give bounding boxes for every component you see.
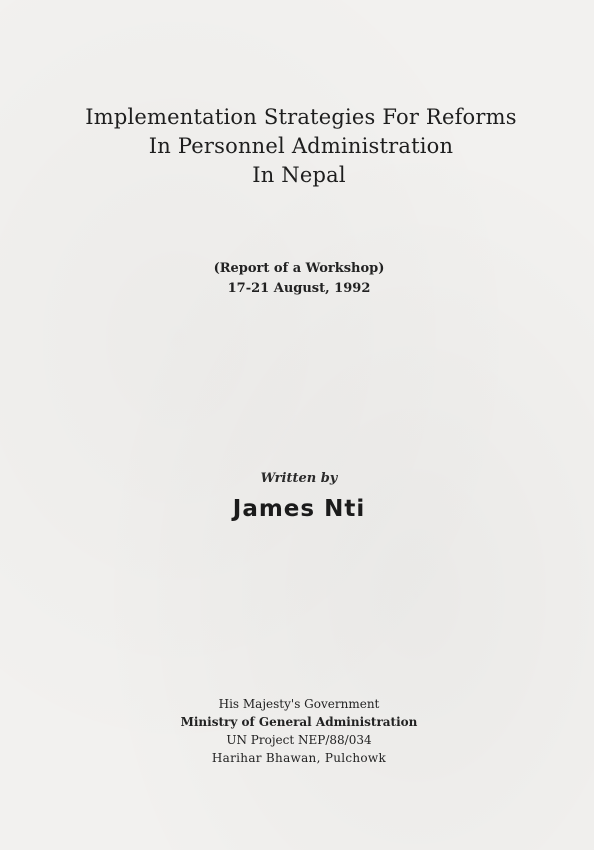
publisher-line-address: Harihar Bhawan, Pulchowk bbox=[211, 751, 387, 765]
report-type: (Report of a Workshop) bbox=[213, 261, 385, 276]
title-line-1: Implementation Strategies For Reforms bbox=[85, 105, 517, 129]
title-line-3: In Nepal bbox=[252, 163, 346, 187]
publisher-line-government: His Majesty's Government bbox=[218, 697, 380, 711]
author-name: James Nti bbox=[232, 496, 366, 522]
publisher-block bbox=[0, 695, 594, 767]
written-by-label: Written by bbox=[260, 471, 338, 486]
publisher-line-project: UN Project NEP/88/034 bbox=[226, 733, 372, 747]
document-title bbox=[0, 103, 594, 190]
report-subtitle bbox=[0, 259, 594, 299]
report-date: 17-21 August, 1992 bbox=[227, 281, 371, 296]
title-line-2: In Personnel Administration bbox=[148, 134, 454, 158]
publisher-line-ministry: Ministry of General Administration bbox=[180, 715, 418, 729]
